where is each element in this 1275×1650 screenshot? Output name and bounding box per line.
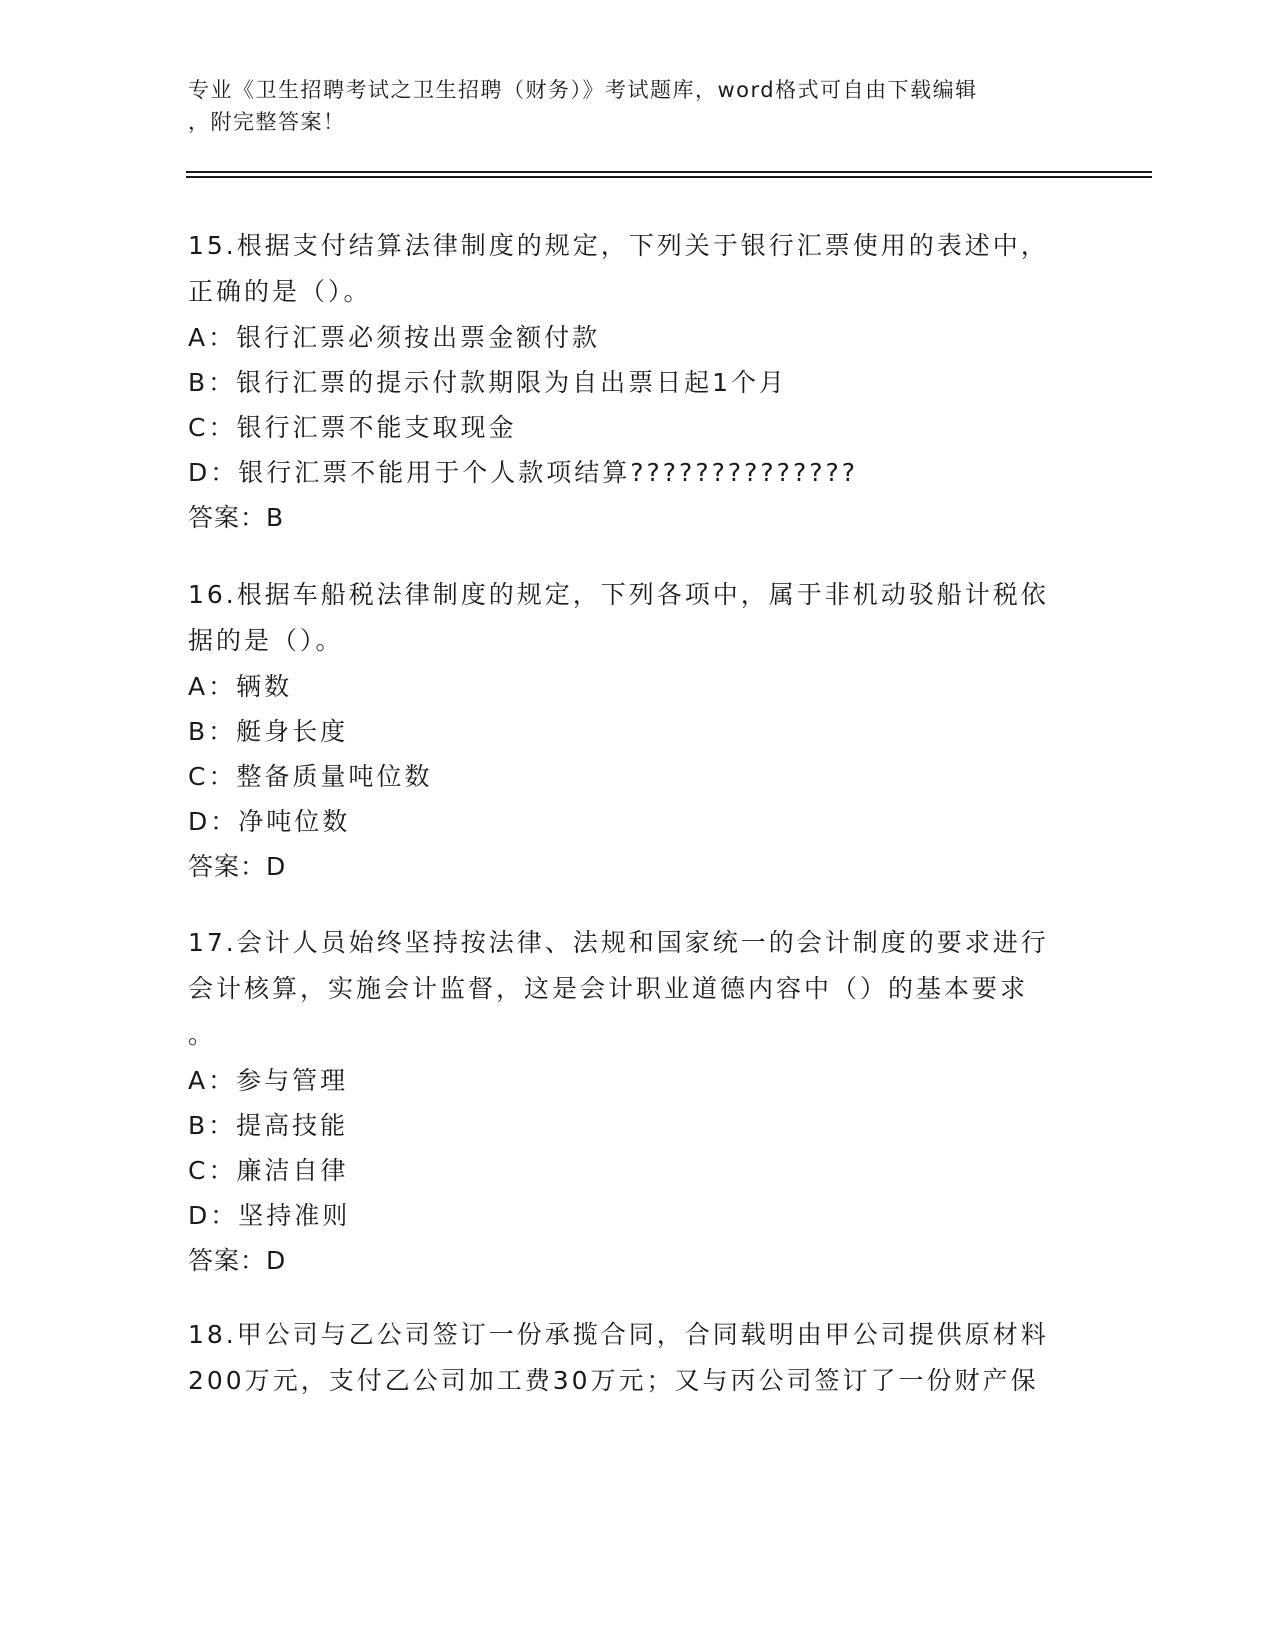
option-c: C：银行汇票不能支取现金	[188, 413, 517, 442]
question-17	[188, 920, 1158, 1283]
option-a: A：辆数	[188, 672, 293, 701]
option-b: B：银行汇票的提示付款期限为自出票日起1个月	[188, 368, 788, 397]
question-15	[188, 223, 1158, 540]
header-rule-top	[186, 171, 1152, 173]
answer: 答案：B	[188, 503, 285, 532]
option-d: D：银行汇票不能用于个人款项结算??????????????	[188, 458, 859, 487]
answer: 答案：D	[188, 852, 287, 881]
stem-line: 18.甲公司与乙公司签订一份承揽合同，合同载明由甲公司提供原材料	[188, 1320, 1049, 1349]
stem-line: 据的是（）。	[188, 626, 344, 655]
document-header	[188, 74, 1088, 138]
question-stem	[188, 223, 1158, 315]
stem-line: 17.会计人员始终坚持按法律、法规和国家统一的会计制度的要求进行	[188, 928, 1049, 957]
option-b: B：提高技能	[188, 1111, 349, 1140]
option-c: C：廉洁自律	[188, 1156, 349, 1185]
question-stem	[188, 572, 1158, 664]
header-line: ，附完整答案！	[188, 110, 346, 134]
option-b: B：艇身长度	[188, 717, 349, 746]
header-rule-bottom	[186, 176, 1152, 178]
option-a: A：参与管理	[188, 1066, 349, 1095]
answer: 答案：D	[188, 1246, 287, 1275]
stem-line: 正确的是（）。	[188, 277, 372, 306]
question-stem	[188, 920, 1158, 1058]
stem-line: 200万元，支付乙公司加工费30万元；又与丙公司签订了一份财产保	[188, 1366, 1039, 1395]
header-line: 专业《卫生招聘考试之卫生招聘（财务）》考试题库，word格式可自由下载编辑	[188, 78, 978, 102]
option-c: C：整备质量吨位数	[188, 762, 433, 791]
question-18	[188, 1312, 1158, 1404]
stem-line: 会计核算，实施会计监督，这是会计职业道德内容中（）的基本要求	[188, 974, 1029, 1003]
option-d: D：净吨位数	[188, 807, 351, 836]
stem-line: 16.根据车船税法律制度的规定，下列各项中，属于非机动驳船计税依	[188, 580, 1049, 609]
option-a: A：银行汇票必须按出票金额付款	[188, 323, 601, 352]
question-stem	[188, 1312, 1158, 1404]
stem-line: 15.根据支付结算法律制度的规定，下列关于银行汇票使用的表述中，	[188, 231, 1049, 260]
question-16	[188, 572, 1158, 889]
option-d: D：坚持准则	[188, 1201, 351, 1230]
stem-line: 。	[188, 1020, 217, 1049]
